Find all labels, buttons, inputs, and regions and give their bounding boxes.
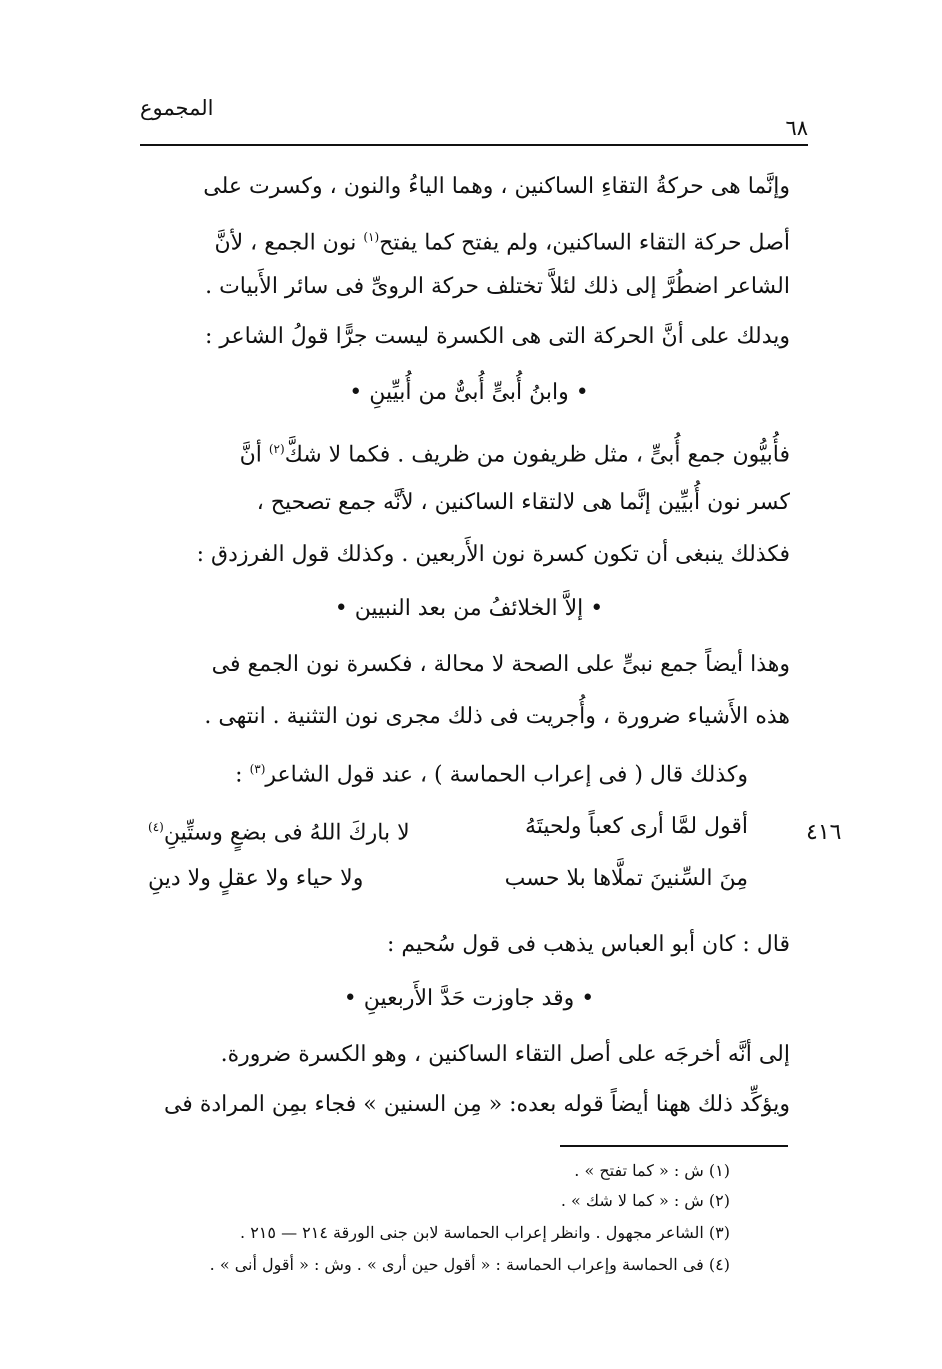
- body-line-2-part-a: أصل حركة التقاء الساكنين، ولم يفتح كما يفتح: [379, 230, 790, 256]
- footnote-ref-4[interactable]: (٤): [148, 820, 164, 834]
- body-line-10: [148, 754, 748, 790]
- couplet-2-first-hemistich: مِنَ السِّنينَ تملَّاها بلا حسب: [504, 866, 748, 891]
- body-line-13: ويؤكِّد ذلك ههنا أيضاً قوله بعده: « مِن السنين » فجاء بمِن المرادة فى: [163, 1092, 790, 1117]
- body-line-6: كسر نون أُبيِّين إنَّما هى لالتقاء الساكنين ، لأنَّه جمع تصحيح ،: [256, 490, 790, 515]
- body-line-2-part-b: نون الجمع ، لأنَّ: [214, 230, 357, 256]
- footnote-rule: [560, 1145, 788, 1147]
- margin-number: ٤١٦: [806, 820, 842, 845]
- body-line-5: [148, 434, 790, 470]
- body-line-5-part-b: أنَّ: [239, 442, 262, 468]
- body-line-7: فكذلك ينبغى أن تكون كسرة نون الأَربعين . وكذلك قول الفرزدق :: [196, 542, 790, 567]
- body-line-8: وهذا أيضاً جمع نبىٍّ على الصحة لا محالة ، فكسرة نون الجمع فى: [211, 652, 790, 677]
- footnote-2: (٢) ش : « كما لا شك » .: [560, 1191, 730, 1210]
- header-rule: [140, 144, 808, 146]
- page-number: ٦٨: [785, 116, 808, 140]
- body-line-3: الشاعر اضطُرَّ إلى ذلك لئلاَّ تختلف حركة الروىِّ فى سائر الأَبيات .: [205, 274, 790, 299]
- body-line-5-part-a: فأُبيُّون جمع أُبىٍّ ، مثل ظريفون من ظريف . فكما لا شكَّ: [284, 442, 790, 468]
- couplet-1: [148, 812, 748, 846]
- footnote-ref-2[interactable]: (٢): [268, 442, 285, 456]
- running-title: المجموع: [140, 96, 214, 120]
- body-line-11: قال : كان أبو العباس يذهب فى قول سُحيم :: [386, 932, 790, 957]
- footnote-3: (٣) الشاعر مجهول . وانظر إعراب الحماسة لابن جنى الورقة ٢١٤ — ٢١٥ .: [240, 1223, 730, 1242]
- page-header: [140, 96, 808, 146]
- body-line-9: هذه الأَشياء ضرورة ، وأُجريت فى ذلك مجرى نون التثنية . انتهى .: [204, 704, 790, 729]
- couplet-1-first-hemistich: أقول لمَّا أرى كعباً ولحيتَهُ: [524, 814, 748, 839]
- couplet-2: [148, 864, 748, 894]
- body-line-2: [148, 222, 790, 258]
- couplet-1-second-hemistich: [148, 812, 410, 848]
- body-line-12: إلى أنَّه أخرجَه على أصل التقاء الساكنين ، وهو الكسرة ضرورة.: [220, 1042, 790, 1067]
- body-line-10-colon: :: [235, 762, 243, 788]
- verse-3: • وقد جاوزت حَدَّ الأَربعينِ •: [343, 986, 595, 1011]
- couplet-1-second-text: لا باركَ اللهُ فى بضعٍ وستِّينِ: [163, 820, 410, 846]
- couplet-2-second-hemistich: ولا حياء ولا عقلٍ ولا دينِ: [148, 866, 364, 891]
- footnote-ref-1[interactable]: (١): [363, 230, 380, 244]
- footnote-1: (١) ش : « كما تفتح » .: [574, 1161, 730, 1180]
- body-line-1: وإنَّما هى حركةُ التقاءِ الساكنين ، وهما الياءُ والنون ، وكسرت على: [203, 174, 790, 199]
- body-line-4: ويدلك على أنَّ الحركة التى هى الكسرة ليست جرًّا قولُ الشاعر :: [205, 324, 790, 349]
- footnote-4: (٤) فى الحماسة وإعراب الحماسة : « أقول حين أرى » . وش : « أقول أنى » .: [209, 1255, 730, 1274]
- verse-2: • إلاَّ الخلائفُ من بعد النبيين •: [334, 596, 604, 621]
- verse-1: • وابنُ أُبىٍّ أُبىٌّ من أُبيِّينِ •: [349, 380, 589, 405]
- footnote-ref-3[interactable]: (٣): [249, 762, 266, 776]
- body-line-10-text: وكذلك قال ( فى إعراب الحماسة ) ، عند قول الشاعر: [265, 762, 748, 788]
